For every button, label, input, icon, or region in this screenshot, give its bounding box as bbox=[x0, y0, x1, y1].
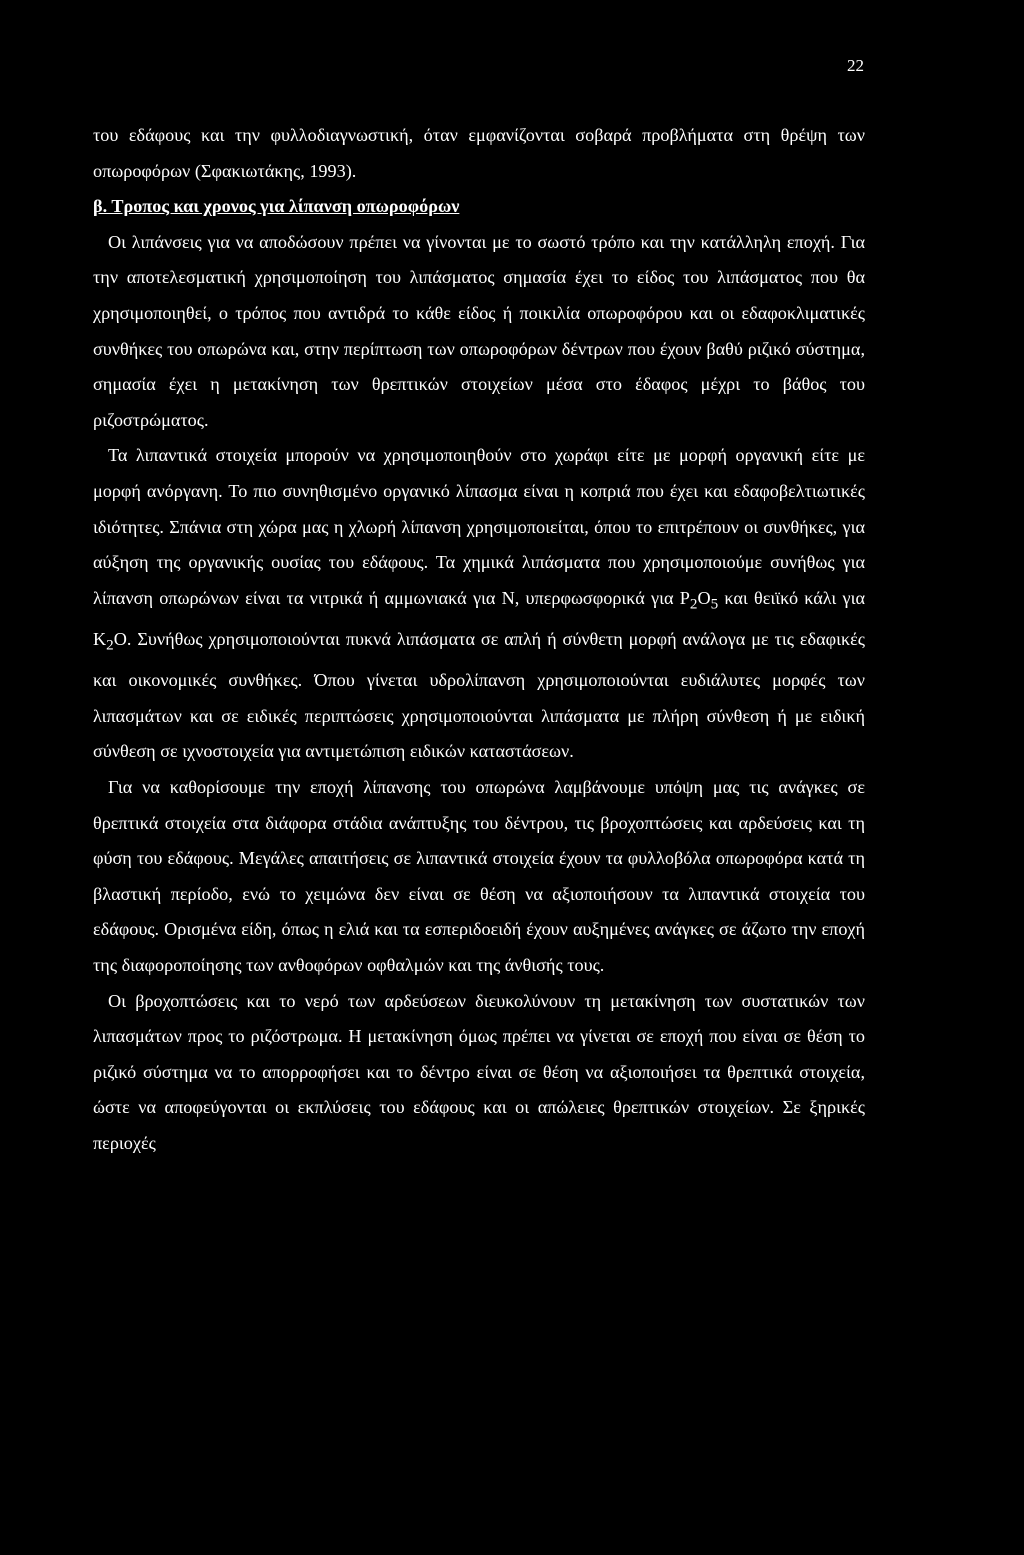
paragraph-rainfall-irrigation: Οι βροχοπτώσεις και το νερό των αρδεύσεων διευκολύνουν τη μετακίνηση των συστατικών των λιπασμάτων προς το ριζόστρωμα. Η μετακίνηση όμως πρέπει να γίνεται σε εποχή που είναι σε θέση το ριζικό σύστημα να το απορροφήσει και το δέντρο είναι σε θέση να αξιοποιήσει τα θρεπτικά στοιχεία, ώστε να αποφεύγονται οι εκπλύσεις του εδάφους και οι απώλειες θρεπτικών στοιχείων. Σε ξηρικές περιοχές bbox=[93, 990, 865, 1153]
text-segment: O bbox=[697, 587, 711, 608]
text-segment: και θειϊκό κάλι για K bbox=[93, 587, 865, 649]
page-number: 22 bbox=[847, 56, 864, 75]
paragraph-intro: του εδάφους και την φυλλοδιαγνωστική, όταν εμφανίζονται σοβαρά προβλήματα στη θρέψη των οπωροφόρων (Σφακιωτάκης, 1993). bbox=[93, 125, 865, 181]
paragraph-fertilization-method: Οι λιπάνσεις για να αποδώσουν πρέπει να γίνονται με το σωστό τρόπο και την κατάλληλη εποχή. Για την αποτελεσματική χρησιμοποίηση του λιπάσματος σημασία έχει το είδος του λιπάσματος που θα χρησιμοποιηθεί, ο τρόπος που αντιδρά το κάθε είδος ή ποικιλία οπωροφόρου και οι εδαφοκλιματικές συνθήκες του οπωρώνα και, στην περίπτωση των οπωροφόρων δέντρων που έχουν βαθύ ριζικό σύστημα, σημασία έχει η μετακίνηση των θρεπτικών στοιχείων μέσα στο έδαφος μέχρι το βάθος του ριζοστρώματος. bbox=[93, 231, 865, 430]
document-body bbox=[93, 118, 865, 1162]
subscript: 5 bbox=[710, 595, 719, 613]
subscript: 2 bbox=[106, 636, 114, 654]
text-segment: O. Συνήθως χρησιμοποιούνται πυκνά λιπάσματα σε απλή ή σύνθετη μορφή ανάλογα με τις εδαφικές και οικονομικές συνθήκες. Όπου γίνεται υδρολίπανση χρησιμοποιούνται ευδιάλυτες μορφές των λιπασμάτων και σε ειδικές περιπτώσεις χρησιμοποιούνται λιπάσματα με πλήρη σύνθεση ή με ειδική σύνθεση σε ιχνοστοιχεία για αντιμετώπιση ειδικών καταστάσεων. bbox=[93, 628, 865, 762]
paragraph-fertilization-timing: Για να καθορίσουμε την εποχή λίπανσης του οπωρώνα λαμβάνουμε υπόψη μας τις ανάγκες σε θρεπτικά στοιχεία στα διάφορα στάδια ανάπτυξης του δέντρου, τις βροχοπτώσεις και αρδεύσεις και τη φύση του εδάφους. Μεγάλες απαιτήσεις σε λιπαντικά στοιχεία έχουν τα φυλλοβόλα οπωροφόρα κατά τη βλαστική περίοδο, ενώ το χειμώνα δεν είναι σε θέση να αξιοποιήσουν τα λιπαντικά στοιχεία του εδάφους. Ορισμένα είδη, όπως η ελιά και τα εσπεριδοειδή έχουν αυξημένες ανάγκες σε άζωτο την εποχή της διαφοροποίησης των ανθοφόρων οφθαλμών και της άνθισής τους. bbox=[93, 776, 865, 975]
text-segment: Τα λιπαντικά στοιχεία μπορούν να χρησιμοποιηθούν στο χωράφι είτε με μορφή οργανική είτε με μορφή ανόργανη. Το πιο συνηθισμένο οργανικό λίπασμα είναι η κοπριά που έχει και εδαφοβελτιωτικές ιδιότητες. Σπάνια στη χώρα μας η χλωρή λίπανση χρησιμοποιείται, όπου το επιτρέπουν οι συνθήκες, για αύξηση της οργανικής ουσίας του εδάφους. Τα χημικά λιπάσματα που χρησιμοποιούμε συνήθως για λίπανση οπωρώνων είναι τα νιτρικά ή αμμωνιακά για Ν, υπερφωσφορικά για P bbox=[93, 445, 865, 608]
section-heading: β. Τροπος και χρονος για λίπανση οπωροφόρων bbox=[93, 196, 460, 217]
subscript: 2 bbox=[689, 595, 698, 613]
paragraph-fertilizer-types bbox=[93, 438, 865, 770]
